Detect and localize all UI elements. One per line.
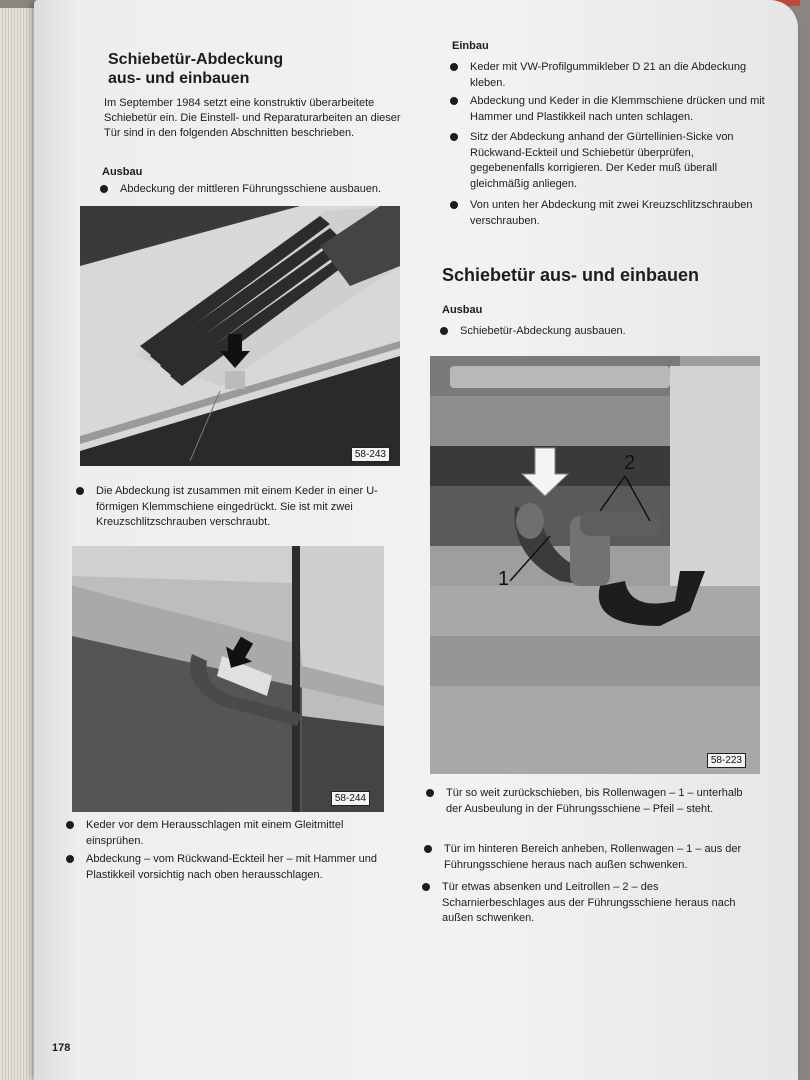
left-title: Schiebetür-Abdeckung aus- und einbauen <box>108 51 284 87</box>
ausbau-bullet-1: Schiebetür-Abdeckung ausbauen. <box>440 324 760 340</box>
ausbau-bullet-2: Tür so weit zurückschieben, bis Rollenwagen – 1 – unterhalb der Ausbeulung in der Führungsschiene – Pfeil – steht. <box>426 786 756 817</box>
bullet-dot <box>440 327 448 335</box>
callout-1: 1 <box>498 568 510 590</box>
left-intro: Im September 1984 setzt eine konstruktiv überarbeitete Schiebetür ein. Die Einstell- und Reparaturarbeiten an dieser Tür sind in den folgenden Abschnitten beschrieben. <box>104 97 401 139</box>
page-number: 178 <box>52 1042 71 1054</box>
left-bullet-1: Abdeckung der mittleren Führungsschiene ausbauen. <box>100 182 410 198</box>
figure-58-223 <box>430 356 760 774</box>
bullet-dot <box>450 133 458 141</box>
left-bullet-3: Keder vor dem Herausschlagen mit einem Gleitmittel einsprühen. <box>66 818 386 849</box>
left-bullet-2: Die Abdeckung ist zusammen mit einem Keder in einer U-förmigen Klemmschiene eingedrückt. Sie ist mit zwei Kreuzschlitzschrauben verschraubt. <box>76 484 396 531</box>
ausbau-bullet-3: Tür im hinteren Bereich anheben, Rollenwagen – 1 – aus der Führungsschiene heraus nach außen schwenken. <box>424 842 754 873</box>
bullet-dot <box>424 845 432 853</box>
einbau-bullet-4: Von unten her Abdeckung mit zwei Kreuzschlitzschrauben verschrauben. <box>450 198 770 229</box>
einbau-bullet-1: Keder mit VW-Profilgummikleber D 21 an die Abdeckung kleben. <box>450 60 770 91</box>
bullet-dot <box>426 789 434 797</box>
left-ausbau-heading: Ausbau <box>102 166 143 178</box>
bullet-dot <box>100 185 108 193</box>
bullet-dot <box>450 201 458 209</box>
bullet-dot <box>450 63 458 71</box>
callout-2: 2 <box>624 452 636 474</box>
figure-label: 58-243 <box>351 447 390 462</box>
left-bullet-4: Abdeckung – vom Rückwand-Eckteil her – mit Hammer und Plastikkeil vorsichtig nach oben herausschlagen. <box>66 852 386 883</box>
bullet-dot <box>422 883 430 891</box>
ausbau-bullet-4: Tür etwas absenken und Leitrollen – 2 – des Scharnierbeschlages aus der Führungsschiene heraus nach außen schwenken. <box>422 880 752 927</box>
bullet-dot <box>66 855 74 863</box>
right-ausbau-heading: Ausbau <box>442 304 483 316</box>
einbau-bullet-2: Abdeckung und Keder in die Klemmschiene drücken und mit Hammer und Plastikkeil nach unten schlagen. <box>450 94 770 125</box>
bullet-dot <box>450 97 458 105</box>
right-section-title: Schiebetür aus- und einbauen <box>442 265 700 285</box>
figure-58-244 <box>72 546 384 812</box>
right-einbau-heading: Einbau <box>452 40 489 52</box>
figure-label: 58-244 <box>331 791 370 806</box>
figure-58-243 <box>80 206 400 466</box>
bullet-dot <box>66 821 74 829</box>
einbau-bullet-3: Sitz der Abdeckung anhand der Gürtellinien-Sicke von Rückwand-Eckteil und Schiebetür überprüfen, gegebenenfalls korrigieren. Der Keder muß überall gleichmäßig anliegen. <box>450 130 770 192</box>
figure-label: 58-223 <box>707 753 746 768</box>
bullet-dot <box>76 487 84 495</box>
